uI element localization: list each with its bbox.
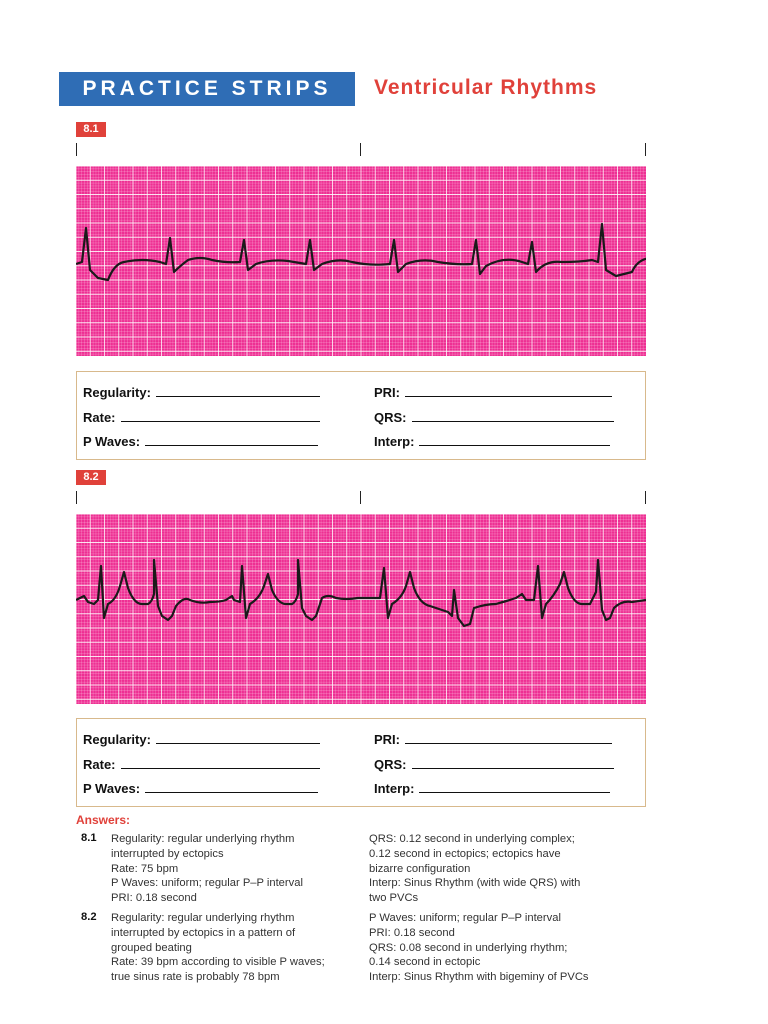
rate-field[interactable]: Rate: (83, 410, 320, 425)
time-tick (645, 143, 646, 156)
rate-field[interactable]: Rate: (83, 757, 320, 772)
time-tick (645, 491, 646, 504)
interp-field[interactable]: Interp: (374, 781, 610, 796)
ecg-strip-8-1 (76, 166, 646, 356)
answer-form-8-1 (76, 371, 646, 460)
answer-number-8-2: 8.2 (81, 911, 97, 923)
time-tick (76, 491, 77, 504)
pri-field[interactable]: PRI: (374, 732, 612, 747)
pri-field[interactable]: PRI: (374, 385, 612, 400)
regularity-field[interactable]: Regularity: (83, 385, 320, 400)
qrs-field[interactable]: QRS: (374, 410, 614, 425)
answer-form-8-2 (76, 718, 646, 807)
answer-8-1-left: Regularity: regular underlying rhythm interrupted by ectopics Rate: 75 bpm P Waves: uniform; regular P–P interval PRI: 0.18 second (111, 833, 303, 905)
ecg-strip-8-2 (76, 514, 646, 704)
p-waves-field[interactable]: P Waves: (83, 434, 318, 449)
interp-field[interactable]: Interp: (374, 434, 610, 449)
answer-number-8-1: 8.1 (81, 832, 97, 844)
page-title: PRACTICE STRIPS (59, 72, 355, 106)
time-tick (76, 143, 77, 156)
p-waves-field[interactable]: P Waves: (83, 781, 318, 796)
answer-8-2-right: P Waves: uniform; regular P–P interval PRI: 0.18 second QRS: 0.08 second in underlying rhythm; 0.14 second in ectopic Interp: Sinus Rhythm with bigeminy of PVCs (369, 912, 589, 984)
time-tick (360, 143, 361, 156)
answer-8-1-right: QRS: 0.12 second in underlying complex; 0.12 second in ectopics; ectopics have bizarre configuration Interp: Sinus Rhythm (with wide QRS) with two PVCs (369, 833, 581, 905)
answer-8-2-left: Regularity: regular underlying rhythm interrupted by ectopics in a pattern of grouped beating Rate: 39 bpm according to visible P waves; true sinus rate is probably 78 bpm (111, 912, 325, 984)
strip-label-8-1: 8.1 (76, 122, 106, 137)
strip-label-8-2: 8.2 (76, 470, 106, 485)
regularity-field[interactable]: Regularity: (83, 732, 320, 747)
time-tick (360, 491, 361, 504)
page-subtitle: Ventricular Rhythms (374, 76, 598, 99)
qrs-field[interactable]: QRS: (374, 757, 614, 772)
answers-heading: Answers: (76, 813, 131, 827)
